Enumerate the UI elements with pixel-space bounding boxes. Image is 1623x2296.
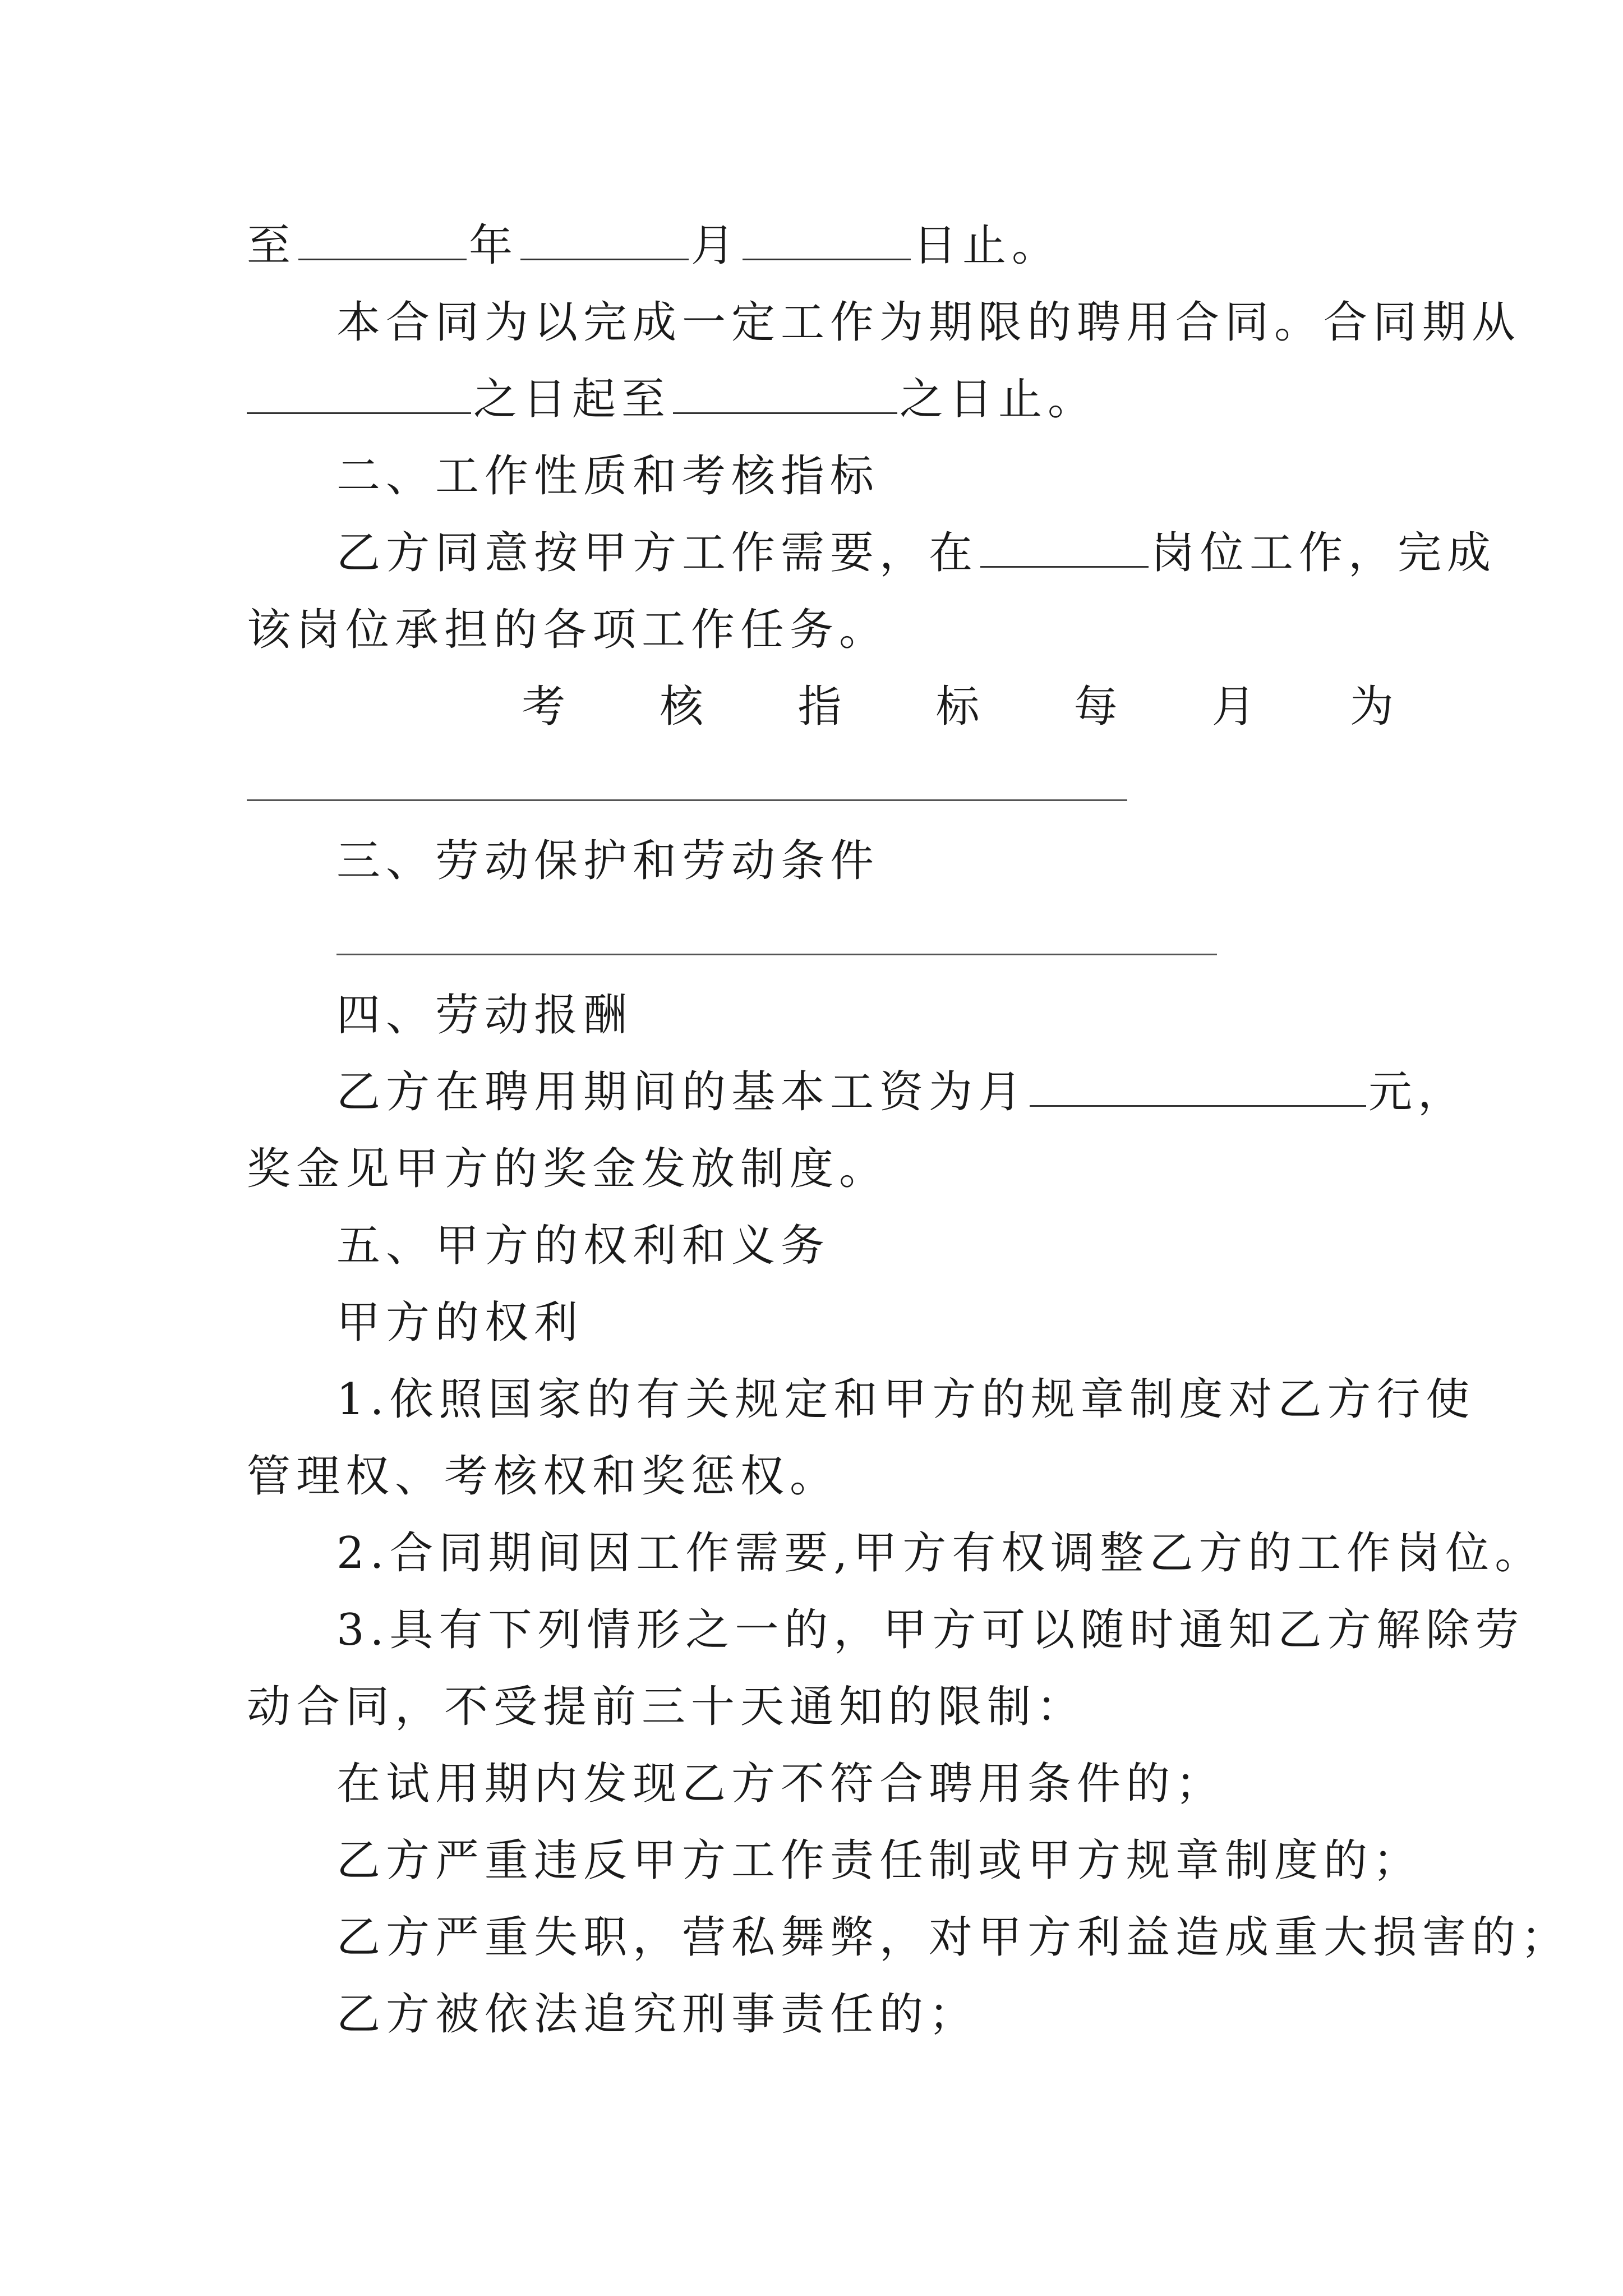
- section-heading: 五、甲方的权利和义务: [336, 1221, 831, 1271]
- blank-year: [298, 224, 467, 260]
- blank-line: [247, 799, 1127, 801]
- spread-char: 指: [797, 682, 842, 732]
- blank-position: [980, 531, 1149, 568]
- list-item: 乙方严重违反甲方工作责任制或甲方规章制度的；: [336, 1835, 1423, 1886]
- section-heading: 三、劳动保护和劳动条件: [336, 836, 880, 886]
- paragraph-line: 管理权、考核权和奖惩权。: [247, 1451, 840, 1502]
- paragraph-line: 2.合同期间因工作需要,甲方有权调整乙方的工作岗位。: [336, 1528, 1544, 1579]
- paragraph-line: 动合同，不受提前三十天通知的限制：: [247, 1682, 1086, 1732]
- blank-end-date: [673, 378, 897, 414]
- contract-end-date-line: [247, 218, 1391, 274]
- text-fragment: 乙方在聘用期间的基本工资为月: [336, 1067, 1028, 1117]
- text-fragment: 日止。: [913, 220, 1062, 271]
- text-fragment: 至: [247, 220, 297, 271]
- list-item: 在试用期内发现乙方不符合聘用条件的；: [336, 1759, 1225, 1809]
- text-fragment: 乙方同意按甲方工作需要，在: [336, 528, 979, 578]
- list-item: 乙方被依法追究刑事责任的；: [336, 1989, 979, 2040]
- text-fragment: 年: [469, 220, 519, 271]
- spread-char: 月: [1211, 682, 1256, 732]
- paragraph-line: [336, 1064, 1468, 1120]
- text-fragment: 岗位工作，完成: [1151, 528, 1497, 578]
- paragraph-line: 3.具有下列情形之一的，甲方可以随时通知乙方解除劳: [336, 1605, 1525, 1655]
- subsection-heading: 甲方的权利: [336, 1297, 584, 1348]
- blank-line: [336, 954, 1217, 955]
- spread-char: 考: [522, 682, 566, 732]
- paragraph-line: [336, 525, 1497, 581]
- assessment-indicator-line: [522, 679, 1394, 735]
- contract-period-line: [247, 371, 1391, 427]
- blank-month: [520, 224, 689, 260]
- spread-char: 为: [1349, 682, 1394, 732]
- paragraph-line: 1.依照国家的有关规定和甲方的规章制度对乙方行使: [336, 1374, 1476, 1425]
- blank-day: [743, 224, 911, 260]
- blank-start-date: [247, 378, 471, 414]
- spread-char: 每: [1073, 682, 1118, 732]
- paragraph-line: 该岗位承担的各项工作任务。: [247, 605, 889, 655]
- blank-salary: [1030, 1070, 1366, 1107]
- text-fragment: 元，: [1368, 1067, 1468, 1117]
- text-fragment: 之日止。: [900, 374, 1098, 425]
- spread-char: 标: [935, 682, 980, 732]
- text-fragment: 之日起至: [473, 374, 671, 425]
- paragraph-line: 本合同为以完成一定工作为期限的聘用合同。合同期从: [336, 297, 1521, 348]
- section-heading: 四、劳动报酬: [336, 990, 633, 1041]
- section-heading: 二、工作性质和考核指标: [336, 451, 880, 501]
- spread-char: 核: [660, 682, 704, 732]
- text-fragment: 月: [691, 220, 741, 271]
- list-item: 乙方严重失职，营私舞弊，对甲方利益造成重大损害的；: [336, 1912, 1571, 1963]
- paragraph-line: 奖金见甲方的奖金发放制度。: [247, 1144, 889, 1194]
